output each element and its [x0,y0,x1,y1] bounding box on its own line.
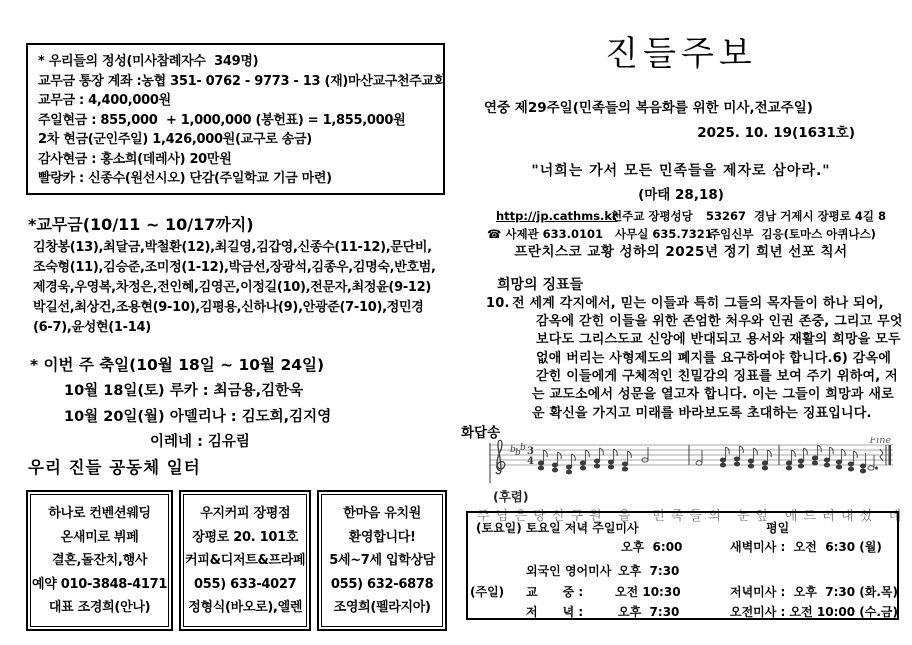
sunday-label: (주일) [470,585,505,599]
evening-weekday-mass-entry: 저녁미사 : 오후 7:30 (화.목) [730,585,898,599]
community-workplaces-heading: 우리 진들 공동체 일터 [28,458,201,477]
dues-line: (6-7),윤성현(1-14) [33,320,151,335]
feast-section-title: * 이번 주 축일(10월 18일 ~ 10월 24일) [30,356,325,374]
svg-text:b: b [515,448,521,458]
ad-line: 환영합니다! [348,529,416,545]
ad-line: 조영희(펠라지아) [333,600,431,615]
notes [538,445,891,474]
saturday-mass-time: 오후 6:00 [621,540,683,554]
feast-line: 이레네 : 김유림 [150,434,250,450]
ad-box-inner [321,494,443,627]
feast-line: 10월 20일(월) 아델리나 : 김도희,김지영 [64,409,332,425]
ad-box-inner [183,494,307,627]
hope-paragraph-line: 전 세계 각지에서, 믿는 이들과 특히 그들의 목자들이 하나 되어, [512,296,884,311]
sunday-evening-time: 오후 7:30 [618,605,680,619]
time-signature-top: 3 [527,446,534,457]
ad-line: 대표 조경희(안나) [48,600,151,615]
hope-paragraph-line: 감옥에 갇힌 이들을 위한 존엄한 처우와 인권 존중, 그리고 무엇 [536,314,903,329]
issue-date-line: 2025. 10. 19(1631호) [697,125,855,141]
ad-box-kindergarten [317,490,447,631]
ad-line: 055) 632-6878 [330,576,434,592]
time-signature-bottom: 4 [527,456,534,467]
ad-line: 우지커피 장평점 [200,506,291,521]
ad-box-inner [30,494,169,627]
saturday-mass-label: (토요일) 토요일 저녁 주일미사 [476,521,639,535]
ad-line: 장평로 20. 101호 [192,529,299,545]
offering-line: 교무금 통장 계좌 :농협 351- 0762 - 9773 - 13 (재)마산교구천주교회 [38,73,447,89]
hope-paragraph-line: 보다도 그리스도교 신앙에 반대되고 용서와 재활의 희망을 모두 [536,332,901,347]
phone-icon: ☎ [487,227,502,241]
weekday-column-label: 평일 [766,521,790,535]
refrain-label: (후렴) [493,489,529,504]
papal-bull-title: 프란치스코 교황 성하의 2025년 정기 희년 선포 칙서 [514,244,848,260]
ad-line: 결혼,돌잔치,행사 [52,553,148,568]
morning-weekday-mass-entry: 오전미사 : 오전 10:00 (수.금) [730,605,898,619]
ad-box-coffee [179,490,311,631]
ad-line: 예약 010-3848-4171 [32,576,168,592]
ad-line: 5세~7세 입학상담 [329,553,436,568]
hope-paragraph-line: 운 확신을 가지고 미래를 바라보도록 초대하는 징표입니다. [532,406,872,421]
feast-line: 10월 18일(토) 루카 : 최금용,김한욱 [64,383,304,399]
ad-line: 정형식(바오로),엘렌 [188,600,303,615]
ad-line: 한마음 유치원 [343,506,422,521]
ad-line: 055) 633-4027 [194,576,297,592]
mass-schedule-table [466,511,899,620]
ad-line: 온새미로 뷔페 [60,529,139,545]
hope-signs-heading: 희망의 징표들 [497,277,584,293]
dues-name-list [33,238,436,338]
hope-paragraph-line: 갇힌 이들에게 구체적인 친밀감의 징표를 보여 주기 위하여, 저 [536,369,898,384]
gospel-verse-reference: (마태 28,18) [638,187,724,203]
midmorning-mass-label: 교 중 : [526,585,584,599]
offering-line: 빨랑카 : 신종수(원선시오) 단감(주일학교 기금 마련) [38,171,332,186]
ad-line: 하나로 컨벤션웨딩 [48,506,151,521]
pastor-name: 주임신부 김응(토마스 아퀴나스) [709,227,876,241]
dues-line: 김창봉(13),최달금,박철환(12),최길영,김갑영,신종수(11-12),문단비, [33,240,432,255]
offering-summary-box [26,43,445,195]
fine-marking: Fine [869,437,891,446]
dues-line: 박길선,최상건,조용현(9-10),김평용,신하나(9),안광준(7-10),정민경 [33,300,424,315]
paragraph-number: 10. [486,296,510,311]
hope-paragraph-line: 는 교도소에서 성문을 열고자 합니다. 이는 그들이 희망과 새로 [532,387,894,402]
offering-line: 교무금 : 4,400,000원 [38,93,171,108]
dues-line: 조숙형(11),김승준,조미정(1-12),박금선,장광석,김종우,김명숙,반호범, [33,260,436,275]
responsorial-psalm-label: 화답송 [461,425,501,441]
dues-line: 제경욱,우영복,차정은,전인혜,김영곤,이정길(10),전문자,최정윤(9-12) [33,280,432,295]
music-score [477,437,901,485]
english-mass-label: 외국인 영어미사 [526,564,612,578]
bulletin-masthead: 진들주보 [605,34,757,74]
ad-box-wedding [26,490,173,631]
midmorning-mass-time: 오전 10:30 [615,585,681,599]
phone-numbers: 사제관 633.0101 사무실 635.7321 [501,227,713,241]
english-mass-time: 오후 7:30 [618,564,680,578]
svg-text:b: b [520,443,526,453]
svg-text:b: b [510,445,516,455]
church-name: 천주교 장평성당 [611,209,693,223]
offering-title: * 우리들의 정성(미사참례자수 349명) [38,54,259,69]
sunday-evening-label: 저 녁 : [526,605,584,619]
refrain-lyrics: 주 님 은 당 신 구 원 을 민 족 들 의 눈 앞 에 드 러 내 셨 네 [477,509,903,524]
offering-line: 감사현금 : 홍소희(데레사) 20만원 [38,151,232,167]
ad-line: 커피&디저트&프라페 [185,553,306,568]
issue-sunday-line: 연중 제29주일(민족들의 복음화를 위한 미사,전교주일) [484,100,813,116]
church-website-url: http://jp.cathms.kr [496,209,618,223]
dawn-mass-entry: 새벽미사 : 오전 6:30 (월) [730,540,882,554]
gospel-verse: "너희는 가서 모든 민족들을 제자로 삼아라." [531,163,831,179]
hope-paragraph-line: 없애 버리는 사형제도의 폐지를 요구하여야 합니다.6) 감옥에 [536,351,892,366]
offering-line: 주일현금 : 855,000 + 1,000,000 (봉헌표) = 1,855,000원 [38,112,406,128]
phone-line [487,226,713,243]
church-address: 53267 경남 거제시 장평로 4길 8 [706,209,887,223]
dues-section-title: *교무금(10/11 ~ 10/17까지) [28,215,254,234]
community-ads-row [26,490,447,631]
offering-line: 2차 현금(군인주일) 1,426,000원(교구로 송금) [38,132,312,147]
